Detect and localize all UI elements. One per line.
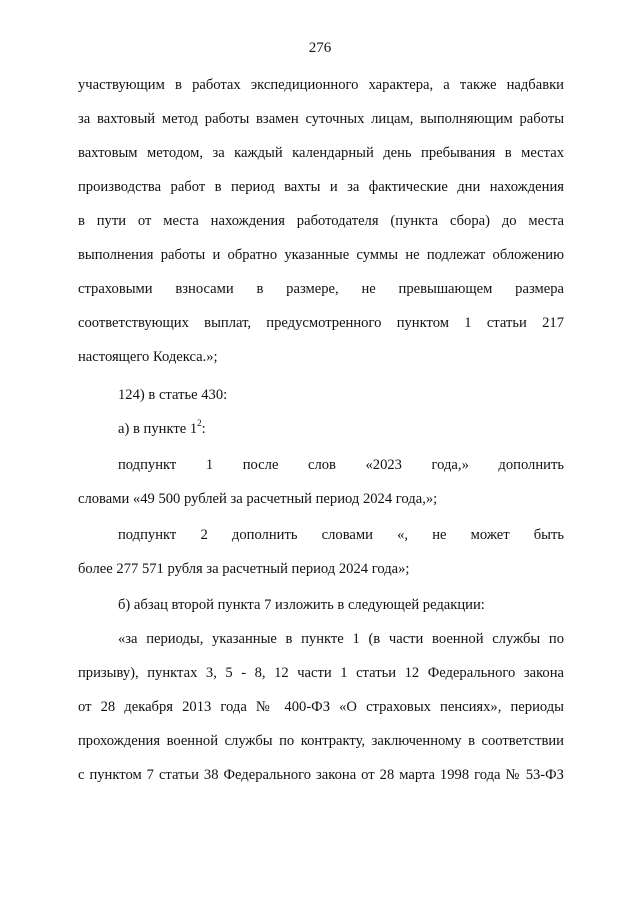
body-text-line: более 277 571 рубля за расчетный период 2024 года»;	[78, 561, 410, 577]
body-text-line: выполнения работы и обратно указанные суммы не подлежат обложению	[78, 247, 564, 263]
body-text-line: соответствующих выплат, предусмотренного пунктом 1 статьи 217	[78, 315, 564, 331]
body-text-line: за вахтовый метод работы взамен суточных лицам, выполняющим работы	[78, 111, 564, 127]
body-text-line: страховыми взносами в размере, не превышающем размера	[78, 281, 564, 297]
body-text-line: вахтовым методом, за каждый календарный день пребывания в местах	[78, 145, 564, 161]
body-text-line: производства работ в период вахты и за фактические дни нахождения	[78, 179, 564, 195]
body-text-line: словами «49 500 рублей за расчетный период 2024 года,»;	[78, 491, 438, 507]
body-text-line: подпункт 2 дополнить словами «, не может быть	[118, 527, 564, 543]
body-text-line: «за периоды, указанные в пункте 1 (в части военной службы по	[118, 631, 564, 647]
subitem-heading-colon: :	[201, 421, 206, 437]
subitem-heading	[118, 419, 206, 439]
body-text-line: настоящего Кодекса.»;	[78, 349, 218, 365]
subitem-heading-text: а) в пункте 1	[118, 421, 198, 437]
body-text-line: б) абзац второй пункта 7 изложить в следующей редакции:	[118, 597, 485, 613]
body-text-line: в пути от места нахождения работодателя (пункта сбора) до места	[78, 213, 564, 229]
body-text-line: участвующим в работах экспедиционного характера, а также надбавки	[78, 77, 564, 93]
body-text-line: от 28 декабря 2013 года № 400-ФЗ «О страховых пенсиях», периоды	[78, 699, 564, 715]
superscript: 2	[197, 418, 202, 429]
body-text-line: прохождения военной службы по контракту, заключенному в соответствии	[78, 733, 564, 749]
body-text-line: с пунктом 7 статьи 38 Федерального закона от 28 марта 1998 года № 53-ФЗ	[78, 767, 564, 783]
body-text-line: подпункт 1 после слов «2023 года,» дополнить	[118, 457, 564, 473]
page-number: 276	[308, 40, 332, 56]
item-heading: 124) в статье 430:	[118, 387, 228, 403]
body-text-line: призыву), пунктах 3, 5 - 8, 12 части 1 статьи 12 Федерального закона	[78, 665, 564, 681]
